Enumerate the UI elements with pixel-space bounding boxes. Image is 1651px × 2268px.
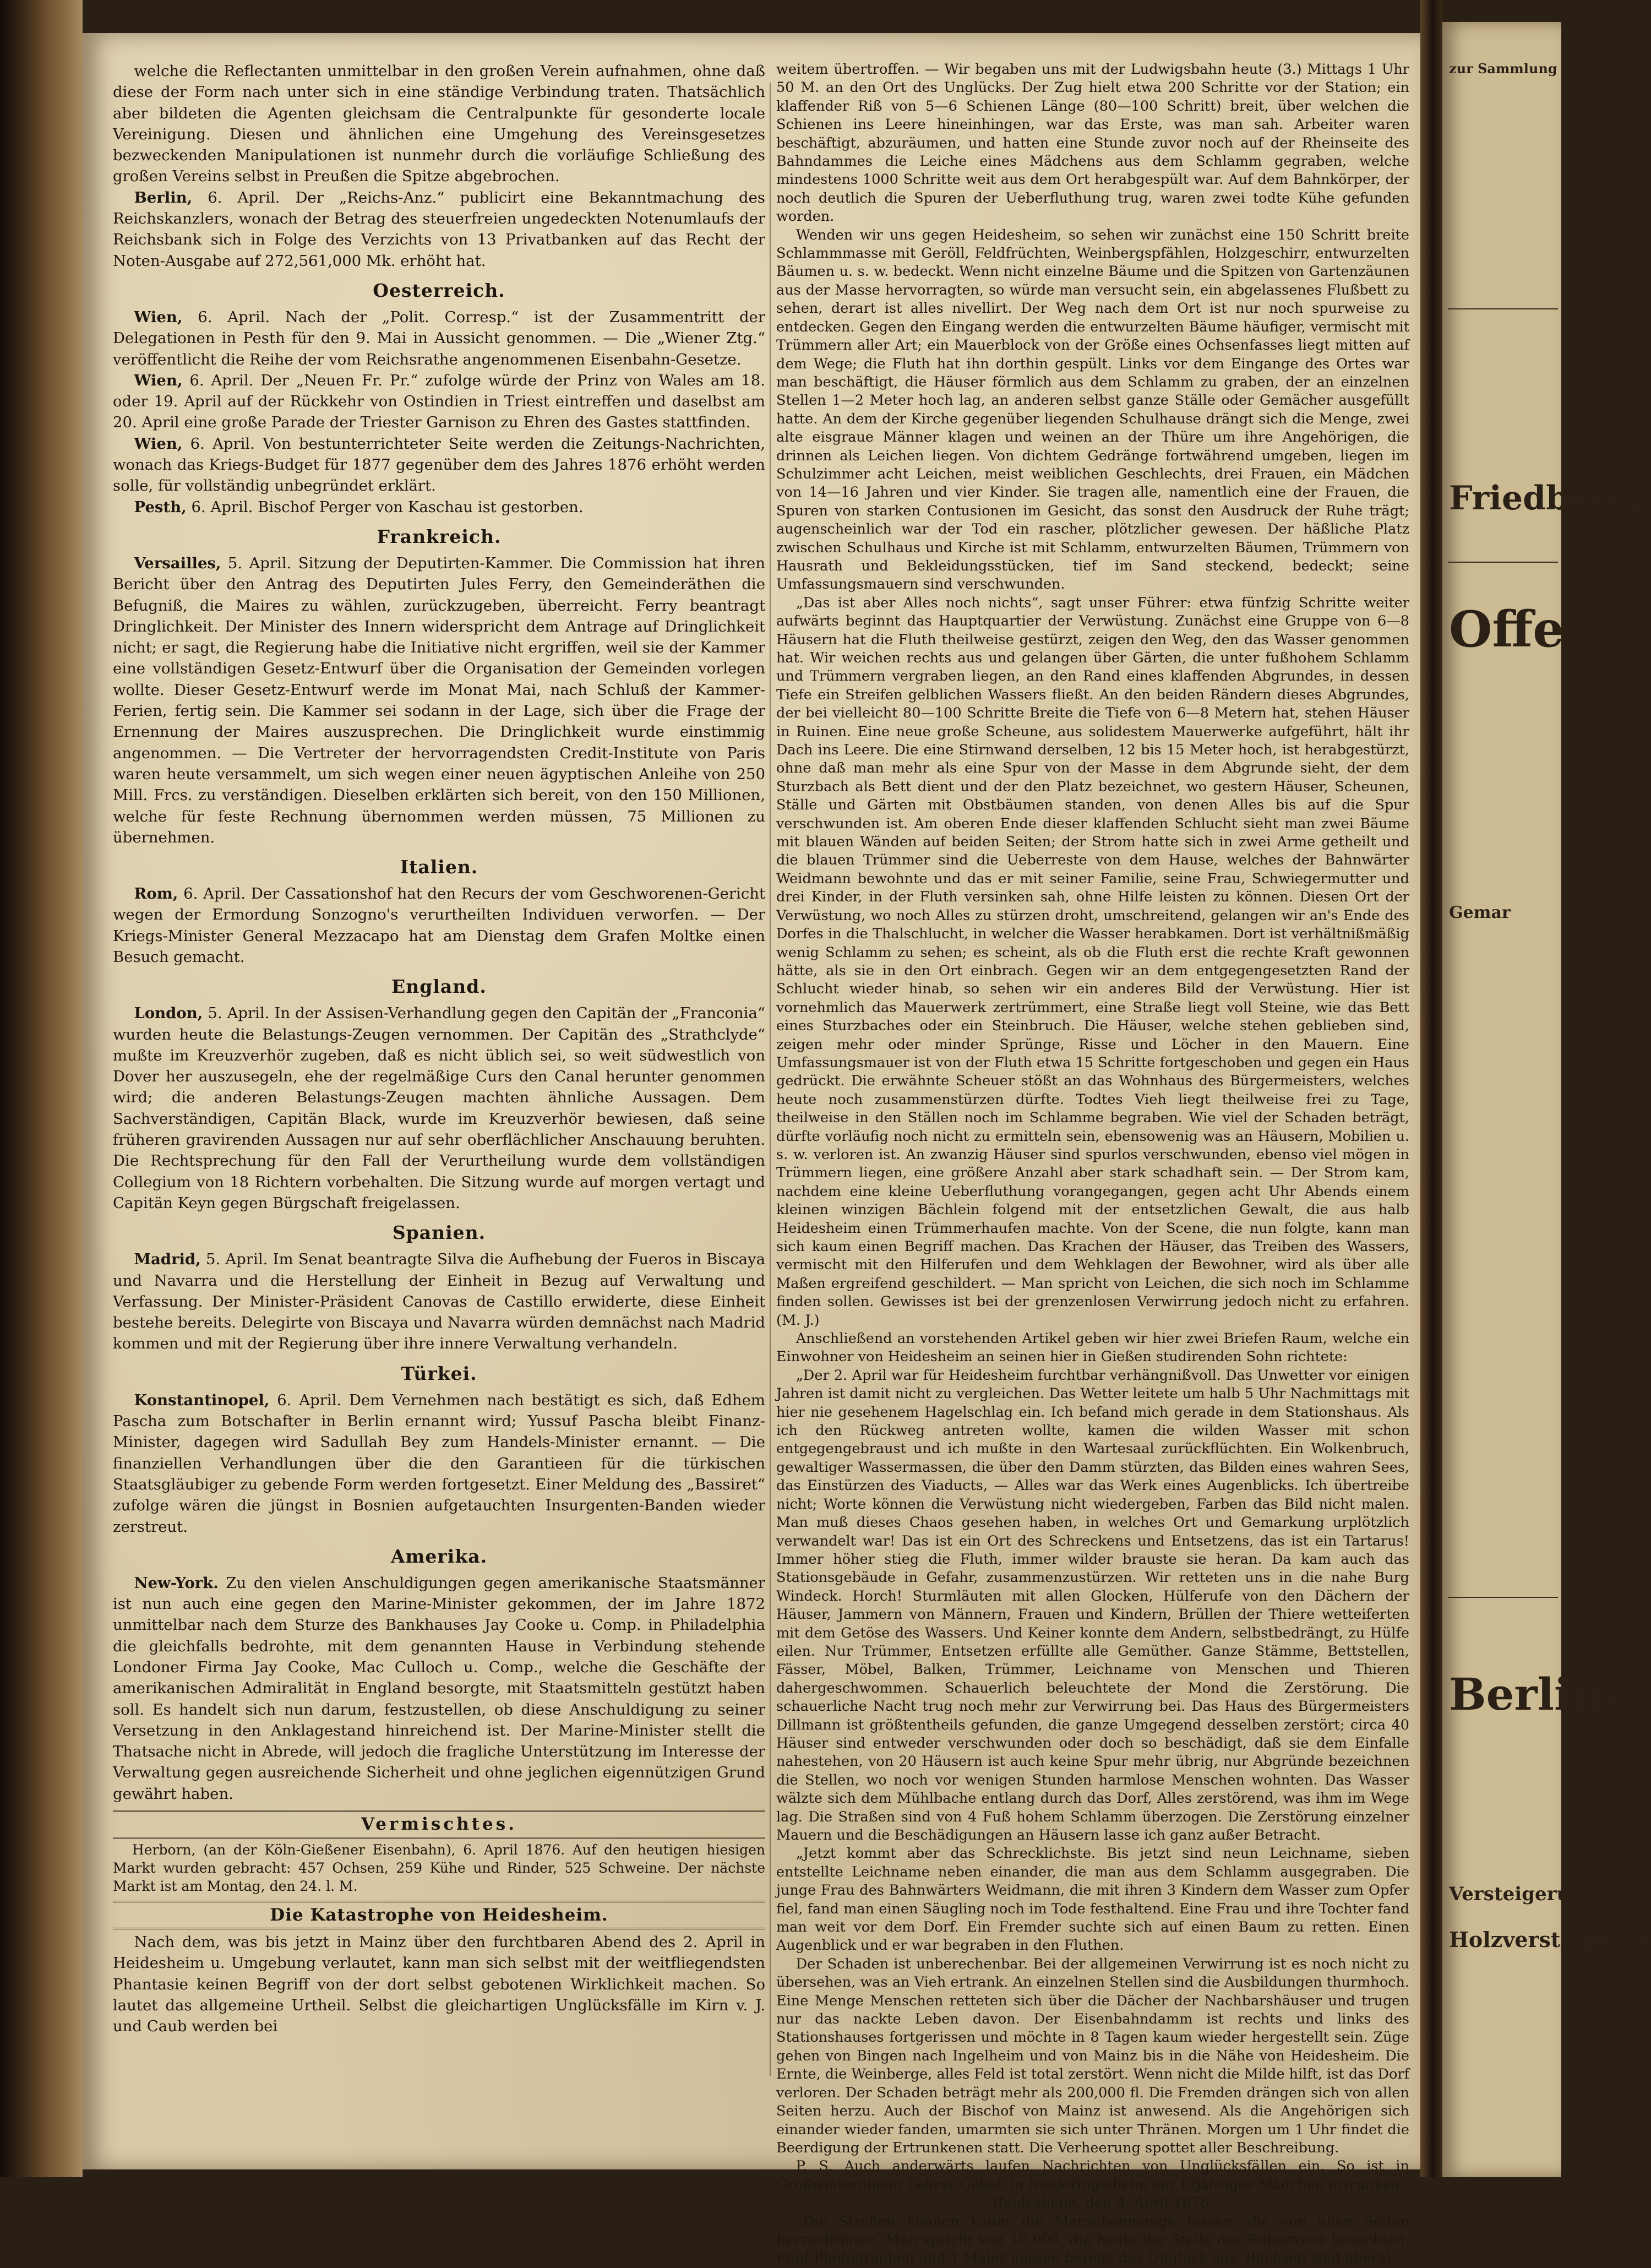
dateline: Wien, — [134, 434, 183, 453]
adjacent-page-text: Gemar — [1449, 903, 1511, 922]
letter-dateline: Heidesheim, den 4. April 1876. — [991, 2195, 1214, 2212]
adjacent-page-heading: Offe — [1449, 600, 1565, 659]
news-item-wien — [113, 307, 765, 370]
section-heading: Türkei. — [401, 1362, 477, 1384]
dateline: New-York. — [134, 1574, 219, 1592]
news-text: 6. April. Der Cassationshof hat den Recurs der vom Geschworenen-Gericht wegen der Ermordung Sonzogno's verurtheilten Individuen verworfen. — Der Kriegs-Minister General Mezzacapo hat am Dienstag dem Grafen Moltke einen Besuch gemacht. — [113, 885, 765, 966]
news-item-new-york — [113, 1573, 765, 1804]
news-text: 5. April. In der Assisen-Verhandlung gegen den Capitän der „Franconia“ wurden heute die Belastungs-Zeugen vernommen. Der Capitän des „Strathclyde“ mußte im Kreuzverhör zugeben, daß es nicht üblich sei, so weit südwestlich von Dover her auszusegeln, ehe der regelmäßige Curs den Canal herunter genommen wird; die anderen Belastungs-Zeugen machten ähnliche Aussagen. Dem Sachverständigen, Capitän Black, wurde im Kreuzverhör bewiesen, daß seine früheren gravirenden Aussagen nur auf sehr oberflächlicher Anschauung beruhten. Die Rechtsprechung für den Fall der Verurtheilung wurde dem vollständigen Collegium von 18 Richtern vorbehalten. Die Sitzung wurde auf morgen vertagt und Capitän Keyn gegen Bürgschaft freigelassen. — [113, 1004, 765, 1212]
dateline: Pesth, — [134, 498, 187, 516]
news-item-pesth — [113, 497, 765, 518]
news-item-konstantinopel — [113, 1390, 765, 1537]
section-heading: England. — [391, 976, 487, 998]
dateline: London, — [134, 1004, 203, 1022]
adjacent-page-heading: Berlin- — [1449, 1668, 1621, 1720]
news-text: Zu den vielen Anschuldigungen gegen amerikanische Staatsmänner ist nun auch eine gegen den Marine-Minister gekommen, der im Jahre 1872 unmittelbar nach dem Sturze des Bankhauses Jay Cooke u. Comp. in Philadelphia die gleichfalls bedrohte, mit dem genannten Hause in Verbindung stehende Londoner Firma Jay Cooke, Mac Culloch u. Comp., welche die Geschäfte der amerikanischen Admiralität in England besorgte, mit Staatsmitteln gestützt haben soll. Es handelt sich nun darum, festzustellen, ob diese Anschuldigung zu seiner Versetzung in den Anklagestand hinreichend ist. Der Marine-Minister stellt die Thatsache nicht in Abrede, will jedoch die fragliche Unterstützung im Interesse der Verwaltung gegen ausreichende Sicherheit und ohne jeglichen eigennützigen Grund gewährt haben. — [113, 1574, 765, 1803]
dateline: Berlin, — [134, 188, 193, 206]
dateline: Rom, — [134, 885, 178, 903]
letter-paragraph: „Die Straßen können kaum die Menschenmenge fassen, die von allen Seiten herzuströmen. Man spricht von 10,000, die heute die Stelle des Entsetzens besuchten. Fünf Photographen und 1 Maler nussen bereits das Unglück aus. Büchsen sind überal — [776, 2213, 1409, 2267]
section-heading: Amerika. — [390, 1545, 488, 1567]
news-text: 6. April. Bischof Perger von Kaschau ist gestorben. — [191, 498, 584, 516]
article-paragraph: „Das ist aber Alles noch nichts“, sagt unser Führer: etwa fünfzig Schritte weiter aufwärts beginnt das Hauptquartier der Verwüstung. Zunächst eine Gruppe von 6—8 Häusern hat die Fluth theilweise gestürzt, zeigen den Weg, den das Wasser genommen hat. Wir weichen rechts aus und gelangen über Gärten, die unter fußhohem Schlamm und Trümmern vergraben liegen, an den Rand eines klaffenden Abgrundes, in dessen Tiefe ein Streifen gelblichen Wassers fließt. An den beiden Rändern dieses Abgrundes, der bei vielleicht 80—100 Schritte Breite die Tiefe von 6—8 Metern hat, stehen Häuser in Ruinen. Eine neue große Scheune, aus solidestem Mauerwerke aufgeführt, hält ihr Dach ins Leere. Die eine Stirnwand derselben, 12 bis 15 Meter hoch, ist herabgestürzt, ohne daß man mehr als eine Spur von der Masse in dem Abgrunde sieht, der dem Sturzbach als Bett dient und der den Platz bezeichnet, wo gestern Häuser, Scheunen, Ställe und Gärten mit Obstbäumen standen, von denen Alles bis auf die Spur verschwunden ist. Am oberen Ende dieser klaffenden Schlucht sieht man zwei Bäume mit blauen Wänden auf beiden Seiten; der Strom hatte sich in zwei Arme getheilt und die blauen Trümmer sind die Ueberreste von dem Hause, welches der Bahnwärter Weidmann bewohnte und das er mit seiner Familie, seine Frau, Schwiegermutter und drei Kinder, in der Fluth versinken sah, ohne Hilfe leisten zu können. Diesen Ort der Verwüstung, wo noch Alles zu stürzen droht, umschreitend, gelangen wir an's Ende des Dorfes in die Thalschlucht, in welcher die Wasser herabkamen. Dort ist verhältnißmäßig wenig Schlamm zu sehen; es scheint, als ob die Fluth erst die rechte Kraft gewonnen hätte, als sie in den Ort einbrach. Gegen wir an dem entgegengesetzten Rand der Schlucht wieder hinab, so sehen wir ein anderes Bild der Verwüstung. Hier ist vornehmlich das Mauerwerk zertrümmert, eine Straße liegt voll Steine, wie das Bett eines Sturzbaches oder ein Steinbruch. Die Häuser, welche stehen geblieben sind, zeigen mehr oder minder Sprünge, Risse und Löcher in den Mauern. Eine Umfassungsmauer ist von der Fluth etwa 15 Schritte fortgeschoben und gegen ein Haus gedrückt. Die erwähnte Scheuer stößt an das Wohnhaus des Bürgermeisters, welches heute noch zusammenstürzen dürfte. Todtes Vieh liegt theilweise frei zu Tage, theilweise in den Ställen noch im Schlamme begraben. Wie viel der Schaden beträgt, dürfte vorläufig noch nicht zu ermitteln sein, ebensowenig was an Häusern, Mobilien u. s. w. verloren ist. An zwanzig Häuser sind spurlos verschwunden, ebenso viel mögen in Trümmern liegen, eine größere Anzahl aber stark schadhaft sein. — Der Strom kam, nachdem eine kleine Ueberfluthung vorangegangen, gegen acht Uhr Abends einem kleinen winzigen Bächlein folgend mit der entsetzlichen Gewalt, die aus halb Heidesheim einen Trümmerhaufen machte. Von der Scene, die nun folgte, kann man sich kaum einen Begriff machen. Das Krachen der Häuser, das Treiben des Wassers, vermischt mit den Hilferufen und dem Wehklagen der Bewohner, wird als über alle Maßen ergreifend geschildert. — Man spricht von Leichen, die sich noch im Schlamme finden sollen. Gewisses ist bei der grenzenlosen Verwirrung jedoch nicht zu erfahren. (M. J.) — [776, 594, 1409, 1329]
adjacent-page-heading: Holzversteigerun — [1449, 1927, 1651, 1952]
letter-paragraph: „Der 2. April war für Heidesheim furchtbar verhängnißvoll. Das Unwetter vor einigen Jahren ist damit nicht zu vergleichen. Das Wetter leitete um halb 5 Uhr Nachmittags mit hier nie gesehenem Hagelschlag ein. Ich befand mich gerade in dem Stationshaus. Als ich den Rückweg antreten wollte, kamen die wilden Wasser mit schon entgegengebraust und ich mußte in den Wartesaal zurückflüchten. Ein Wolkenbruch, gewaltiger Wassermassen, die über den Damm stürzten, das Bilden eines wahren Sees, das Einstürzen des Viaducts, — Alles war das Werk eines Augenblicks. Ich übertreibe nicht; Worte können die Verwüstung nicht wiedergeben, Farben das Bild nicht malen. Man muß dieses Chaos gesehen haben, in welches Ort und Gemarkung urplötzlich verwandelt war! Das ist ein Ort des Schreckens und Entsetzens, das ist ein Tartarus! Immer höher stieg die Fluth, immer wilder brauste sie heran. Da kam auch das Stationsgebäude in Gefahr, zusammenzustürzen. Wir retteten uns in die nahe Burg Windeck. Horch! Sturmläuten mit allen Glocken, Hülferufe von den Dächern der Häuser, Jammern von Männern, Frauen und Kindern, Brüllen der Thiere wetteiferten mit dem Getöse des Wassers. Und Keiner konnte dem Andern, selbstbedrängt, zu Hülfe eilen. Nur Trümmer, Entsetzen erfüllte alle Gemüther. Ganze Stämme, Bettstellen, Fässer, Möbel, Balken, Trümmer, Leichname von Menschen und Thieren dahergeschwommen. Schauerlich beleuchtete der Mond die Zerstörung. Die schauerliche Nacht trug noch mehr zur Verwirrung bei. Das Haus des Bürgermeisters Dillmann ist größtentheils gefunden, die ganze Umgegend desselben zerstört; circa 40 Häuser sind entweder verschwunden oder doch so beschädigt, daß sie dem Einfalle nahestehen, von 20 Häusern ist auch keine Spur mehr übrig, nur Abgründe bezeichnen die Stellen, wo noch vor wenigen Stunden harmlose Menschen wohnten. Das Wasser wälzte sich dem Mühlbache entlang durch das Dorf, Alles zerstörend, was ihm im Wege lag. Die Straßen sind von 4 Fuß hohem Schlamm überzogen. Die Zerstörung einzelner Mauern und die Beschädigungen an Häusern lasse ich ganz außer Betracht. — [776, 1367, 1409, 1843]
dateline: Versailles, — [134, 554, 221, 572]
divider — [1448, 308, 1558, 309]
article-paragraph: welche die Reflectanten unmittelbar in den großen Verein aufnahmen, ohne daß diese der Form nach unter sich in eine ständige Verbindung traten. Thatsächlich aber bildeten die Agenten gleichsam die Centralpunkte für gesonderte locale Vereinigung. Diesen und ähnlichen eine Umgehung des Vereinsgesetzes bezweckenden Manipulationen ist nunmehr durch die vorläufige Schließung des großen Vereins selbst in Preußen die Spitze abgebrochen. — [113, 62, 765, 186]
news-text: 6. April. Von bestunterrichteter Seite werden die Zeitungs-Nachrichten, wonach das Kriegs-Budget für 1877 gegenüber dem des Jahres 1876 erhöht werden solle, für vollständig unbegründet erklärt. — [113, 434, 765, 495]
adjacent-page — [1442, 22, 1651, 2177]
news-item-madrid — [113, 1249, 765, 1354]
postscript: P. S. Auch anderwärts laufen Nachrichten von Unglücksfällen ein. So ist in Großwinternheim Lehrer Göbel, in Niederingelheim ein 17jähriges Mädchen ertrunken. — [776, 2158, 1409, 2193]
section-heading: Frankreich. — [377, 525, 502, 547]
section-heading-boxed: Vermischtes. — [113, 1810, 765, 1839]
news-text: 6. April. Der „Neuen Fr. Pr.“ zufolge würde der Prinz von Wales am 18. oder 19. April auf der Rückkehr von Ostindien in Triest eintreffen und daselbst am 20. April eine große Parade der Triester Garnison zu Ehren des Gastes stattfinden. — [113, 371, 765, 432]
section-heading: Italien. — [400, 856, 478, 878]
divider — [1448, 1597, 1558, 1598]
article-paragraph: Nach dem, was bis jetzt in Mainz über den furchtbaren Abend des 2. April in Heidesheim u. Umgebung verlautet, kann man sich selbst mit der weitfliegendsten Phantasie keinen Begriff von der dort selbst gebotenen Wirklichkeit machen. So lautet das allgemeine Urtheil. Selbst die gleichartigen Unglücksfälle im Kirn v. J. und Caub werden bei — [113, 1933, 765, 2036]
section-heading: Oesterreich. — [373, 279, 505, 301]
news-item-rom — [113, 883, 765, 967]
news-text: 6. April. Der „Reichs-Anz.“ publicirt eine Bekanntmachung des Reichskanzlers, wonach der Betrag des steuerfreien ungedeckten Notenumlaufs der Reichsbank sich in Folge des Verzichts von 13 Privatbanken auf das Recht der Noten-Ausgabe auf 272,561,000 Mk. erhöht hat. — [113, 188, 766, 270]
news-item-versailles — [113, 553, 765, 848]
market-report: Herborn, (an der Köln-Gießener Eisenbahn), 6. April 1876. Auf den heutigen hiesigen Markt wurden gebracht: 457 Ochsen, 259 Kühe und Rinder, 525 Schweine. Der nächste Markt ist am Montag, den 24. l. M. — [113, 1842, 765, 1895]
article-paragraph: Wenden wir uns gegen Heidesheim, so sehen wir zunächst eine 150 Schritt breite Schlammmasse mit Geröll, Feldfrüchten, Weinbergspfählen, Holzgeschirr, entwurzelten Bäumen u. s. w. bedeckt. Wenn nicht einzelne Bäume und die Spitzen von Gartenzäunen aus der Masse hervorragten, so würde man versucht sein, ein abgelassenes Flußbett zu sehen, derart ist alles nivellirt. Der Weg nach dem Ort ist nur noch spurweise zu entdecken. Gegen den Eingang werden die entwurzelten Bäume häufiger, vermischt mit Trümmern aller Art; ein Mauerblock von der Größe eines Ochsenfasses liegt mitten auf dem Wege; die Fluth hat ihn dorthin gespült. Links vor dem Eingange des Ortes war man beschäftigt, die Häuser förmlich aus dem Schlamm zu graben, der an einzelnen Stellen 1—2 Meter hoch lag, an anderen selbst ganze Ställe oder Gemächer ausgefüllt hatte. An dem der Kirche gegenüber liegenden Schulhause drängt sich die Menge, zwei alte eisgraue Männer klagen und weinen an der Thüre um ihre Angehörigen, die drinnen als Leichen liegen. Von dichtem Gedränge fortwährend umgeben, liegen im Schulzimmer acht Leichen, meist weiblichen Geschlechts, drei Frauen, ein Mädchen von 14—16 Jahren und vier Kinder. Sie tragen alle, namentlich eine der Frauen, die Spuren von starken Contusionen im Gesicht, das sonst den Ausdruck der Ruhe trägt; augenscheinlich war der Tod ein rascher, plötzlicher gewesen. Der häßliche Platz zwischen Schulhaus und Kirche ist mit Schlamm, entwurzelten Bäumen, Trümmern von Hausrath und Bekleidungsstücken, tief im Sand steckend, bedeckt; seine Umfassungsmauern sind verschwunden. — [776, 226, 1409, 593]
article-paragraph: weitem übertroffen. — Wir begaben uns mit der Ludwigsbahn heute (3.) Mittags 1 Uhr 50 M. an den Ort des Unglücks. Der Zug hielt etwa 200 Schritte vor der Station; ein klaffender Riß von 5—6 Schienen Länge (80—100 Schritt) breit, über welchen die Schienen ins Leere hineinhingen, war das Erste, was man sah. Arbeiter waren beschäftigt, abzuräumen, und hatten eine Stunde zuvor noch auf der Rheinseite des Bahndammes die Leiche eines Mädchens aus dem Schlamm gegraben, welche mindestens 1000 Schritte weit aus dem Ort herabgespült war. Auf dem Bahnkörper, der noch deutlich die Spuren der Ueberfluthung trug, waren zwei todte Kühe gefunden worden. — [776, 61, 1409, 225]
news-item-berlin — [113, 187, 765, 271]
divider — [1448, 562, 1558, 563]
news-item-london — [113, 1003, 765, 1214]
letter-paragraph: Der Schaden ist unberechenbar. Bei der allgemeinen Verwirrung ist es noch nicht zu übersehen, was an Vieh ertrank. An einzelnen Stellen sind die Ausbildungen thurmhoch. Eine Menge Menschen retteten sich über die Dächer der Nachbarshäuser und trugen nur das nackte Leben davon. Der Eisenbahndamm ist rechts und links des Stationshauses fortgerissen und möchte in 8 Tagen kaum wieder hergestellt sein. Züge gehen von Bingen nach Ingelheim und von Mainz bis in die Nähe von Heidesheim. Die Ernte, die Weinberge, alles Feld ist total zerstört. Wenn nicht die Milde hilft, ist das Dorf verloren. Der Schaden beträgt mehr als 200,000 fl. Die Fremden drängen sich von allen Seiten herzu. Auch der Bischof von Mainz ist anwesend. Als die Angehörigen sich einander wieder fanden, umarmten sie sich unter Thränen. Morgen um 1 Uhr findet die Beerdigung der Ertrunkenen statt. Die Verheerung spottet aller Beschreibung. — [776, 1955, 1410, 2156]
news-text: 6. April. Dem Vernehmen nach bestätigt es sich, daß Edhem Pascha zum Botschafter in Berlin ernannt wird; Yussuf Pascha bleibt Finanz-Minister, dagegen wird Sadullah Bey zum Handels-Minister ernannt. — Die finanziellen Verhandlungen über die den Garantieen für die türkischen Staatsgläubiger zu gebende Form werden fortgesetzt. Einer Meldung des „Bassiret“ zufolge wären die jüngst in Bosnien aufgetauchten Insurgenten-Banden wieder zerstreut. — [113, 1391, 765, 1536]
dateline: Konstantinopel, — [134, 1391, 270, 1409]
section-heading: Spanien. — [392, 1222, 486, 1244]
right-column — [776, 61, 1409, 2268]
news-item-wien — [113, 433, 765, 497]
news-text: 5. April. Im Senat beantragte Silva die Aufhebung der Fueros in Biscaya und Navarra und die Herstellung der Einheit in Bezug auf Verwaltung und Verfassung. Der Minister-Präsident Canovas de Castillo erwiderte, diese Einheit bestehe bereits. Delegirte von Biscaya und Navarra würden demnächst nach Madrid kommen und mit der Regierung über ihre innere Verwaltung verhandeln. — [113, 1250, 765, 1353]
news-text: 5. April. Sitzung der Deputirten-Kammer. Die Commission hat ihren Bericht über den Antrag des Deputirten Jules Ferry, den Gemeinderäthen die Befugniß, die Maires zu wählen, zurückzugeben, überreicht. Ferry beantragt Dringlichkeit. Der Minister des Innern widerspricht dem Antrage auf Dringlichkeit nicht; er sagt, die Regierung habe die Initiative nicht ergriffen, weil sie der Kammer eine vollständigen Gesetz-Entwurf über die Organisation der Gemeinden vorlegen wollte. Dieser Gesetz-Entwurf werde im Monat Mai, nach Schluß der Kammer-Ferien, fertig sein. Die Kammer sei sodann in der Lage, sich über die Frage der Ernennung der Maires auszusprechen. Die Dringlichkeit wurde einstimmig angenommen. — Die Vertreter der hervorragendsten Credit-Institute von Paris waren heute versammelt, um sich wegen einer neuen ägyptischen Anleihe von 250 Mill. Frcs. zu verständigen. Dieselben erklärten sich bereit, von den 150 Millionen, welche für feste Rechnung übernommen werden müssen, 75 Millionen zu übernehmen. — [113, 554, 765, 846]
article-paragraph: Anschließend an vorstehenden Artikel geben wir hier zwei Briefen Raum, welche ein Einwohner von Heidesheim an seinen hier in Gießen studirenden Sohn richtete: — [776, 1330, 1409, 1366]
news-item-wien — [113, 370, 765, 433]
left-column — [113, 61, 765, 2037]
news-text: 6. April. Nach der „Polit. Corresp.“ ist der Zusammentritt der Delegationen in Pesth für den 9. Mai in Aussicht genommen. — Die „Wiener Ztg.“ veröffentlicht die Reihe der vom Reichsrathe angenommenen Eisenbahn-Gesetze. — [113, 308, 765, 368]
dateline: Wien, — [134, 371, 183, 389]
adjacent-page-heading: Friedberg, — [1449, 479, 1642, 518]
article-title: Die Katastrophe von Heidesheim. — [113, 1901, 765, 1929]
dateline: Wien, — [134, 308, 183, 326]
book-binding — [0, 0, 83, 2177]
dateline: Madrid, — [134, 1250, 201, 1269]
column-rule — [770, 83, 771, 2076]
adjacent-page-heading: Versteigerungen. — [1449, 1883, 1629, 1905]
page-gutter — [1420, 0, 1442, 2177]
letter-paragraph: „Jetzt kommt aber das Schrecklichste. Bis jetzt sind neun Leichname, sieben entstellte Leichname neben einander, die man aus dem Schlamm ausgegraben. Die junge Frau des Bahnwärters Weidmann, die mit ihren 3 Kindern dem Wasser zum Opfer fiel, fand man einen Säugling noch im Tode festhaltend. Eine Frau und ihre Tochter fand man weit vor dem Dorf. Ein Fremder suchte sich auf einen Baum zu retten. Einen Augenblick und er war begraben in den Fluthen. — [776, 1845, 1409, 1954]
adjacent-page-text: zur Sammlung von Beiträ — [1449, 61, 1639, 77]
